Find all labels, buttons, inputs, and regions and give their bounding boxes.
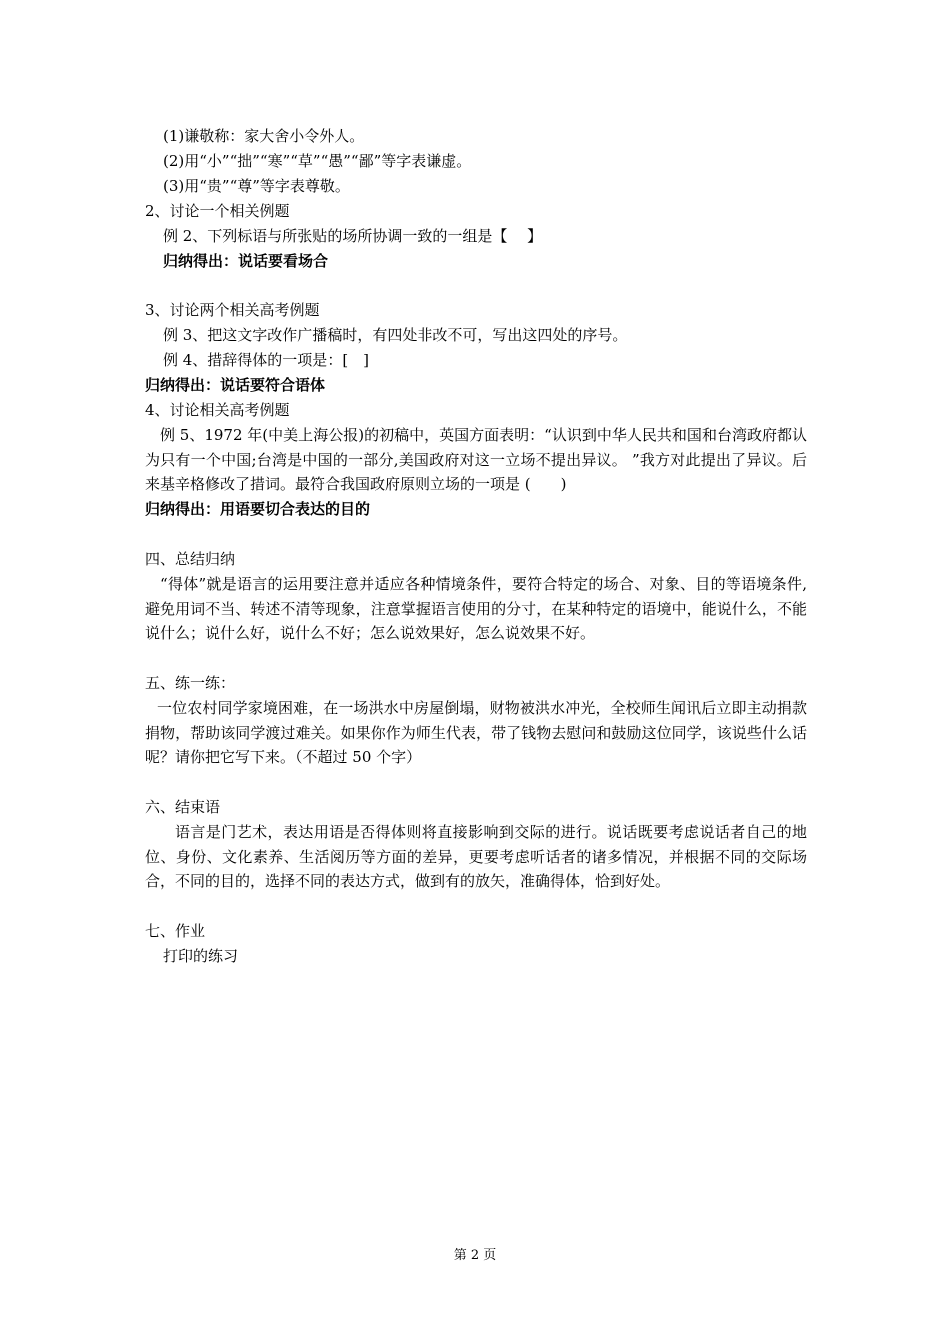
section-summary-heading: 四、总结归纳	[145, 550, 236, 568]
section-homework-heading: 七、作业	[145, 922, 206, 940]
example-4: 例 4、措辞得体的一项是：[ ]	[163, 351, 370, 369]
homework-item: 打印的练习	[163, 947, 239, 965]
list-item-honorifics: (1)谦敬称：家大舍小令外人。	[163, 127, 365, 145]
list-item-respect-words: (3)用“贵”“尊”等字表尊敬。	[163, 177, 350, 195]
conclusion-occasion: 归纳得出：说话要看场合	[163, 252, 329, 270]
conclusion-style: 归纳得出：说话要符合语体	[145, 376, 326, 394]
section-heading-3: 3、讨论两个相关高考例题	[145, 301, 320, 319]
example-5: 例 5、1972 年(中美上海公报)的初稿中，英国方面表明：“认识到中华人民共和国和台湾政府都认为只有一个中国;台湾是中国的一部分,美国政府对这一立场不提出异议。 ”我方对此提出了异议。后来基辛格修改了措词。最符合我国政府原则立场的一项是 ( )	[145, 426, 807, 493]
page-number: 第 2 页	[453, 1248, 497, 1263]
section-closing-heading: 六、结束语	[145, 798, 221, 816]
section-heading-4: 4、讨论相关高考例题	[145, 401, 290, 419]
practice-paragraph: 一位农村同学家境困难，在一场洪水中房屋倒塌，财物被洪水冲光，全校师生闻讯后立即主动捐款捐物，帮助该同学渡过难关。如果你作为师生代表，带了钱物去慰问和鼓励这位同学，该说些什么话呢？请你把它写下来。（不超过 50 个字）	[145, 699, 807, 766]
section-heading-2: 2、讨论一个相关例题	[145, 202, 290, 220]
closing-paragraph: 语言是门艺术，表达用语是否得体则将直接影响到交际的进行。说话既要考虑说话者自己的地位、身份、文化素养、生活阅历等方面的差异，更要考虑听话者的诸多情况，并根据不同的交际场合，不同的目的，选择不同的表达方式，做到有的放矢，准确得体，恰到好处。	[145, 823, 807, 890]
example-2: 例 2、下列标语与所张贴的场所协调一致的一组是【 】	[163, 227, 543, 245]
section-practice-heading: 五、练一练：	[145, 674, 236, 692]
list-item-humble-words: (2)用“小”“拙”“寒”“草”“愚”“鄙”等字表谦虚。	[163, 152, 472, 170]
example-3: 例 3、把这文字改作广播稿时，有四处非改不可，写出这四处的序号。	[163, 326, 628, 344]
conclusion-purpose: 归纳得出：用语要切合表达的目的	[145, 500, 371, 518]
summary-paragraph: “得体”就是语言的运用要注意并适应各种情境条件，要符合特定的场合、对象、目的等语境条件,避免用词不当、转述不清等现象，注意掌握语言使用的分寸，在某种特定的语境中，能说什么，不能说什么；说什么好，说什么不好；怎么说效果好，怎么说效果不好。	[145, 575, 807, 642]
